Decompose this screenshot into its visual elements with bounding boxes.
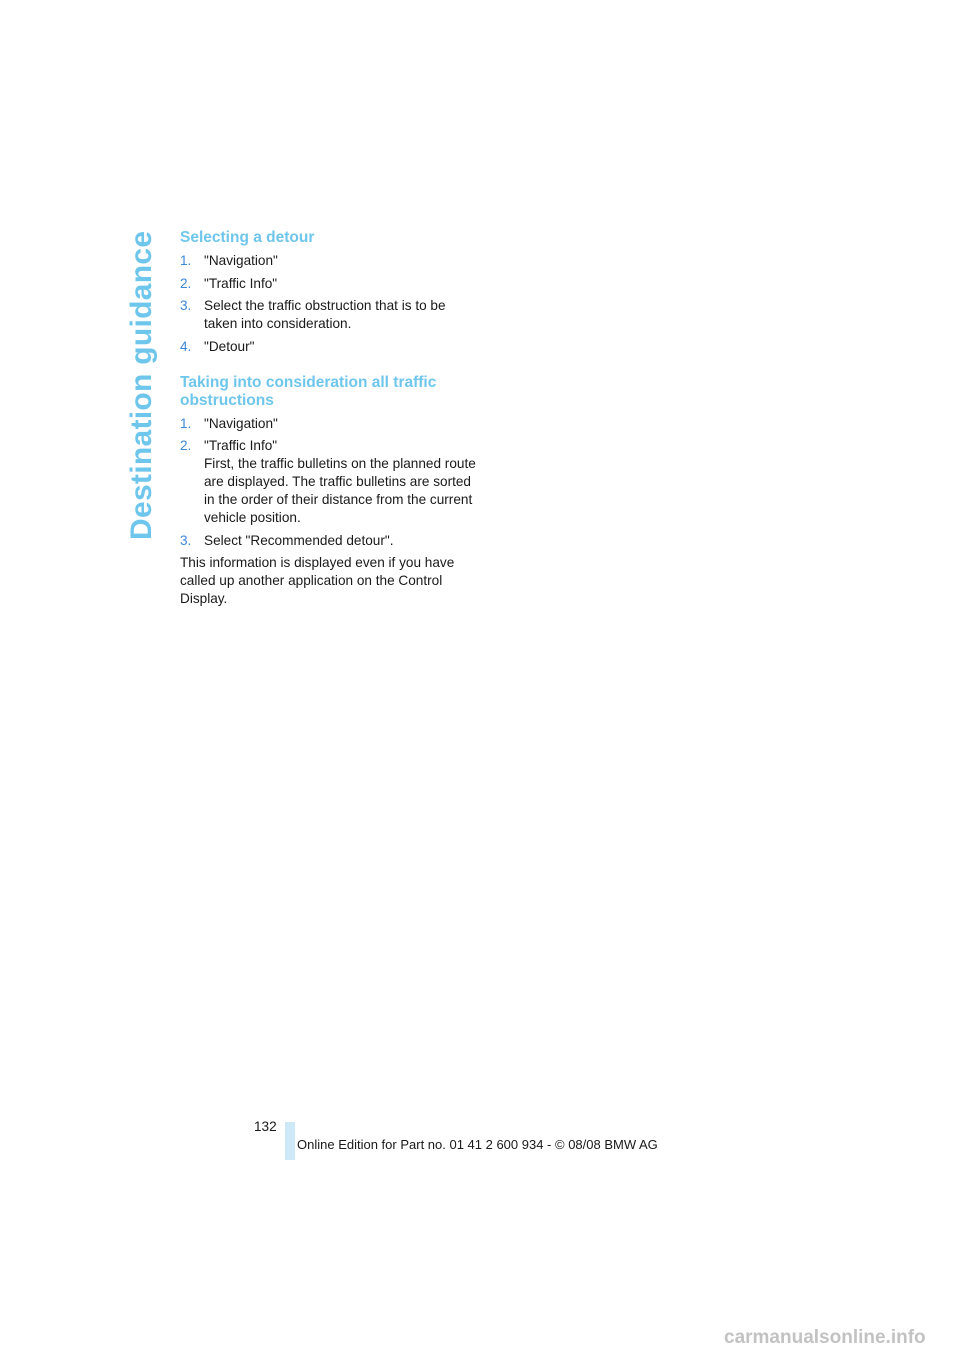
step-item [180,415,480,433]
step-item [180,297,480,333]
step-detail: First, the traffic bulletins on the planned route are displayed. The traffic bulletins are sorted in the order of their distance from the current vehicle position. [204,456,476,525]
step-list [180,252,480,356]
step-text: "Traffic Info" [204,275,278,291]
step-text: "Navigation" [204,253,278,268]
step-item [180,275,480,293]
step-list [180,415,480,550]
step-item [180,252,480,270]
info-paragraph: This information is displayed even if you have called up another application on the Control Display. [180,555,455,606]
step-number: 4. [180,338,192,354]
step-text: "Navigation" [204,415,278,431]
step-number: 2. [180,438,192,453]
section-heading: Selecting a detour [180,229,315,246]
step-item [180,532,480,550]
step-item [180,437,480,527]
step-text: "Traffic Info" [204,438,278,453]
step-text: Select "Recommended detour". [204,532,394,548]
page-number: 132 [254,1119,277,1134]
step-item [180,338,480,356]
watermark-logo[interactable]: carmanualsonline.info [724,1327,926,1348]
step-text: Select the traffic obstruction that is to be taken into consideration. [204,298,446,331]
edition-footer: Online Edition for Part no. 01 41 2 600 934 - © 08/08 BMW AG [297,1137,658,1152]
chapter-side-title: Destination guidance [125,230,158,540]
step-number: 1. [180,253,192,268]
step-text: "Detour" [204,338,255,354]
section-all-obstructions [180,374,480,609]
step-number: 1. [180,415,192,431]
main-content [180,229,480,608]
section-selecting-detour [180,229,480,356]
footer-accent-bar [285,1122,295,1160]
step-number: 2. [180,275,192,291]
step-number: 3. [180,532,192,548]
step-number: 3. [180,298,192,313]
section-heading: Taking into consideration all traffic obstructions [180,373,437,409]
